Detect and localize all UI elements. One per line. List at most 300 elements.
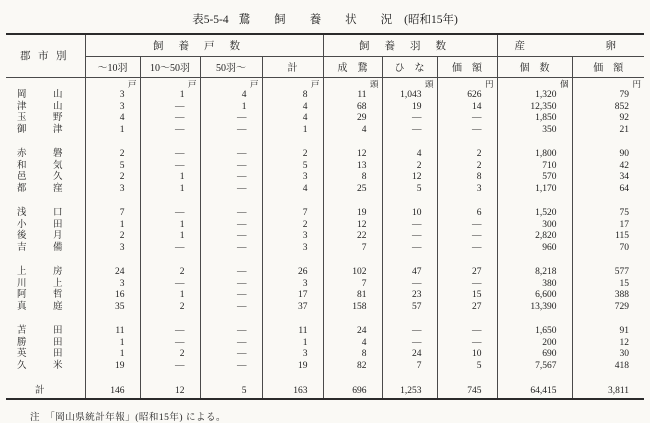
source-note: 注 「岡山県統計年報」(昭和15年) による。 [30,412,226,423]
column-header-bird-value: 価 額 [437,56,497,77]
label-char: 野 [52,113,63,123]
value-cell: 4 [200,90,262,102]
value-cell: — [382,243,437,255]
label-char: 田 [52,349,63,359]
value-cell: — [437,313,497,338]
label-char: 田 [52,337,63,348]
value-cell: — [200,136,262,161]
value-cell: 350 [497,125,572,137]
unit-cell: 頭 [323,77,382,90]
row-label [6,361,85,373]
value-cell: 16 [85,290,140,302]
label-char: 津 [17,101,27,112]
label-char: 後 [17,231,27,241]
group-header-egg-label [498,38,645,53]
row-label [6,184,85,196]
value-cell: 12,350 [497,102,572,114]
value-cell: — [437,279,497,291]
value-cell: 24 [85,254,140,279]
label-char: 磐 [52,149,63,159]
value-cell: 2 [262,136,323,161]
value-cell: 14 [437,102,497,114]
value-cell: 19 [382,102,437,114]
value-cell: — [437,338,497,350]
row-label [6,254,85,279]
value-cell: 11 [262,313,323,338]
label-char: 月 [52,231,63,241]
value-cell: — [140,161,200,173]
label-char: 玉 [17,113,27,123]
value-cell: — [200,195,262,220]
value-cell: 5 [85,161,140,173]
value-cell: — [382,231,437,243]
value-cell: 577 [614,267,630,277]
value-cell: 30 [619,349,630,359]
group-header-row [6,34,644,56]
value-cell: 1 [140,184,200,196]
value-cell: 68 [323,102,382,114]
value-cell: 90 [619,149,630,159]
value-cell: — [140,102,200,114]
unit-cell: 戸 [262,77,323,90]
table-row [6,338,644,350]
row-label [6,338,85,350]
value-cell: 626 [437,90,497,102]
value-cell: 7 [262,195,323,220]
row-label [6,161,85,173]
row-label-text [6,172,85,184]
value-cell: 2 [437,161,497,173]
group-header-bird-counts: 飼養羽数 [323,34,497,56]
value-cell: 4 [85,113,140,125]
row-label-text [6,149,85,161]
table-number: 表5-5-4 [192,14,229,26]
label-char: 久 [17,360,27,371]
value-cell: 1,650 [497,313,572,338]
label-char: 気 [52,160,63,171]
value-cell: 1 [140,90,200,102]
value-cell: — [140,113,200,125]
value-cell: 1 [140,172,200,184]
value-cell: 3 [85,90,140,102]
value-cell: 1,043 [382,90,437,102]
table-row [6,313,644,338]
value-cell: 1 [140,290,200,302]
table-row [6,231,644,243]
label-char: 備 [52,242,63,253]
row-label [6,113,85,125]
value-cell: — [437,243,497,255]
value-cell: — [200,279,262,291]
value-cell: 5 [382,184,437,196]
row-label-text [6,386,85,398]
row-label-text [6,338,85,350]
table-row [6,243,644,255]
value-cell: 11 [85,313,140,338]
value-cell: 200 [497,338,572,350]
value-cell: 1 [140,220,200,232]
value-cell: — [140,243,200,255]
row-label-text [6,349,85,361]
table-row [6,372,644,399]
label-char: 上 [17,267,27,277]
value-cell: 57 [382,302,437,314]
value-cell: 1,800 [497,136,572,161]
value-cell: 12 [382,172,437,184]
value-cell: 35 [85,302,140,314]
value-cell: 23 [382,290,437,302]
value-cell: 12 [323,136,382,161]
value-cell: 75 [619,208,630,218]
table-row [6,184,644,196]
value-cell: — [437,125,497,137]
table-year: (昭和15年) [404,14,458,26]
value-cell: 7 [85,195,140,220]
value-cell: 690 [497,349,572,361]
value-cell: 25 [323,184,382,196]
value-cell: 8 [323,349,382,361]
value-cell: 163 [262,372,323,399]
row-label-text [6,290,85,302]
value-cell: 12 [619,337,630,348]
label-char: 吉 [17,242,27,253]
value-cell: 1 [200,102,262,114]
row-label-text [6,279,85,291]
row-label [6,136,85,161]
value-cell: 1,520 [497,195,572,220]
unit-cell: 戸 [85,77,140,90]
value-cell: 11 [323,90,382,102]
value-cell: 34 [619,172,630,182]
page-title [0,0,650,33]
column-header-adult-geese: 成 鵞 [323,56,382,77]
value-cell: 1 [85,349,140,361]
table-row [6,161,644,173]
value-cell: 26 [262,254,323,279]
row-label-text [6,231,85,243]
label-char: 房 [52,267,63,277]
label-char: 計 [34,386,45,396]
value-cell: 7 [323,243,382,255]
label-char: 小 [17,219,27,230]
value-cell: 745 [437,372,497,399]
label-char: 邑 [17,172,27,182]
value-cell: — [200,243,262,255]
value-cell: 570 [497,172,572,184]
value-cell: 17 [619,219,630,230]
units-row [6,77,644,90]
value-cell: 852 [614,101,630,112]
value-cell: 79 [619,90,630,100]
value-cell: 7,567 [497,361,572,373]
value-cell: 710 [497,161,572,173]
value-cell: — [200,231,262,243]
row-label [6,243,85,255]
label-char: 苫 [17,326,27,336]
value-cell: — [437,231,497,243]
label-char: 別 [56,51,67,63]
row-label-text [6,361,85,373]
value-cell: 1 [262,125,323,137]
value-cell: 24 [323,313,382,338]
label-char: 川 [17,278,27,289]
value-cell: 158 [323,302,382,314]
value-cell: 2 [262,220,323,232]
value-cell: — [200,313,262,338]
value-cell: 696 [323,372,382,399]
value-cell: 70 [619,242,630,253]
table-row [6,254,644,279]
value-cell: 27 [437,302,497,314]
label-char: 山 [52,101,63,112]
value-cell: 960 [497,243,572,255]
unit-cell: 個 [497,77,572,90]
value-cell: 64,415 [497,372,572,399]
table-row [6,136,644,161]
value-cell: 17 [262,290,323,302]
value-cell: — [200,184,262,196]
unit-cell: 戸 [140,77,200,90]
value-cell: 2 [85,172,140,184]
label-char: 久 [52,172,63,182]
value-cell: 5 [262,161,323,173]
value-cell: 82 [323,361,382,373]
label-char: 浅 [17,208,27,218]
value-cell: — [200,254,262,279]
value-cell: 21 [619,124,630,135]
value-cell: 4 [323,125,382,137]
table-row [6,290,644,302]
table-row [6,349,644,361]
value-cell: 12 [323,220,382,232]
value-cell: 13,390 [497,302,572,314]
value-cell: 15 [619,278,630,289]
value-cell: 1,320 [497,90,572,102]
label-char: 和 [17,160,27,171]
unit-cell: 円 [437,77,497,90]
value-cell: 2,820 [497,231,572,243]
value-cell: 2 [437,136,497,161]
unit-cell: 頭 [382,77,437,90]
label-char: 真 [17,301,27,312]
value-cell: 91 [619,326,630,336]
value-cell: 12 [140,372,200,399]
value-cell: — [200,302,262,314]
row-label-text [6,302,85,314]
value-cell: 3 [262,243,323,255]
value-cell: 1 [85,125,140,137]
value-cell: 1,253 [382,372,437,399]
value-cell: 729 [614,301,630,312]
column-header-household-total: 計 [262,56,323,77]
value-cell: — [200,161,262,173]
total-row-label [6,372,85,399]
value-cell: 13 [323,161,382,173]
label-char: 米 [52,360,63,371]
label-char: 英 [17,349,27,359]
value-cell: 8 [437,172,497,184]
value-cell: 1 [140,231,200,243]
label-char: 郡 [20,51,31,63]
value-cell: 1 [262,338,323,350]
row-label-text [6,102,85,114]
label-char: 庭 [52,301,63,312]
label-char: 阿 [17,290,27,300]
value-cell: 81 [323,290,382,302]
row-label-text [6,90,85,102]
row-label-text [6,113,85,125]
row-label-text [6,125,85,137]
value-cell: 1 [85,220,140,232]
value-cell: 4 [262,102,323,114]
value-cell: 2 [140,302,200,314]
value-cell: 146 [85,372,140,399]
row-label [6,279,85,291]
sub-header-row [6,56,644,77]
value-cell: — [437,113,497,125]
label-char: 市 [38,51,49,63]
row-label [6,290,85,302]
row-label [6,172,85,184]
value-cell: 3 [262,349,323,361]
unit-cell: 円 [632,78,642,89]
unit-cell: 戸 [200,77,262,90]
value-cell: 37 [262,302,323,314]
value-cell: — [140,313,200,338]
value-cell: 3 [262,231,323,243]
statistics-table [6,33,644,400]
value-cell: 388 [614,290,630,300]
value-cell: 27 [437,254,497,279]
label-char: 上 [52,278,63,289]
value-cell: 2 [85,136,140,161]
value-cell: — [140,136,200,161]
value-cell: 102 [323,254,382,279]
value-cell: 2 [382,161,437,173]
column-header-10-to-50-birds: 10〜50羽 [140,56,200,77]
row-label-text [6,326,85,338]
row-label [6,231,85,243]
table-title-text: 鵞飼養状況 [238,14,417,26]
label-char: 岡 [17,90,27,100]
value-cell: 2 [140,254,200,279]
value-cell: 15 [437,290,497,302]
value-cell: 418 [614,360,630,371]
value-cell: — [200,113,262,125]
value-cell: 3 [85,184,140,196]
value-cell: 6,600 [497,290,572,302]
row-label [6,195,85,220]
value-cell: — [200,290,262,302]
value-cell: 4 [323,338,382,350]
row-label-text [6,243,85,255]
value-cell: 300 [497,220,572,232]
value-cell: 7 [323,279,382,291]
row-label-text [6,220,85,232]
table-row [6,195,644,220]
value-cell: 1,850 [497,113,572,125]
value-cell: 92 [619,113,630,123]
table-row [6,302,644,314]
row-label-text [6,267,85,279]
value-cell: 1,170 [497,184,572,196]
table-row [6,125,644,137]
value-cell: 64 [619,183,630,194]
value-cell: — [140,361,200,373]
table-row [6,90,644,102]
row-label [6,125,85,137]
value-cell: 10 [382,195,437,220]
value-cell: 3 [85,243,140,255]
row-label [6,102,85,114]
label-char: 田 [52,326,63,336]
value-cell: 1 [85,338,140,350]
row-label [6,302,85,314]
value-cell: 19 [262,361,323,373]
label-char: 田 [52,219,63,230]
label-char: 津 [52,124,63,135]
group-header-households: 飼養戸数 [85,34,323,56]
label-char: 勝 [17,337,27,348]
value-cell: 42 [619,160,630,171]
value-cell: 19 [85,361,140,373]
value-cell: — [200,361,262,373]
value-cell: — [200,338,262,350]
label-char: 窪 [52,183,63,194]
value-cell: 3 [85,102,140,114]
label-char: 産 [514,40,526,52]
row-label [6,349,85,361]
value-cell: — [382,313,437,338]
value-cell: 115 [615,231,630,241]
value-cell: 29 [323,113,382,125]
value-cell: 380 [497,279,572,291]
value-cell: 5 [437,361,497,373]
row-header-district [6,34,85,77]
value-cell: — [200,349,262,361]
value-cell: 19 [323,195,382,220]
label-char: 都 [17,183,27,194]
value-cell: — [382,338,437,350]
value-cell: 22 [323,231,382,243]
value-cell: — [382,220,437,232]
value-cell: — [200,125,262,137]
row-label-text [6,208,85,220]
column-header-egg-value: 価 額 [572,56,644,77]
column-header-50-plus-birds: 50羽〜 [200,56,262,77]
value-cell: 4 [262,184,323,196]
value-cell: 3 [437,184,497,196]
row-label [6,313,85,338]
label-char: 哲 [52,290,63,300]
value-cell: 8 [323,172,382,184]
value-cell: — [200,220,262,232]
label-char: 卵 [605,40,617,52]
value-cell: 3,811 [607,386,630,396]
label-char: 御 [17,124,27,135]
value-cell: 2 [140,349,200,361]
table-row [6,113,644,125]
column-header-upto-10-birds: 〜10羽 [85,56,140,77]
table-row [6,220,644,232]
value-cell: — [140,279,200,291]
table-row [6,102,644,114]
column-header-chicks: ひ な [382,56,437,77]
row-label-empty [6,77,85,90]
value-cell: — [437,220,497,232]
row-header-label [6,48,85,63]
value-cell: — [140,338,200,350]
